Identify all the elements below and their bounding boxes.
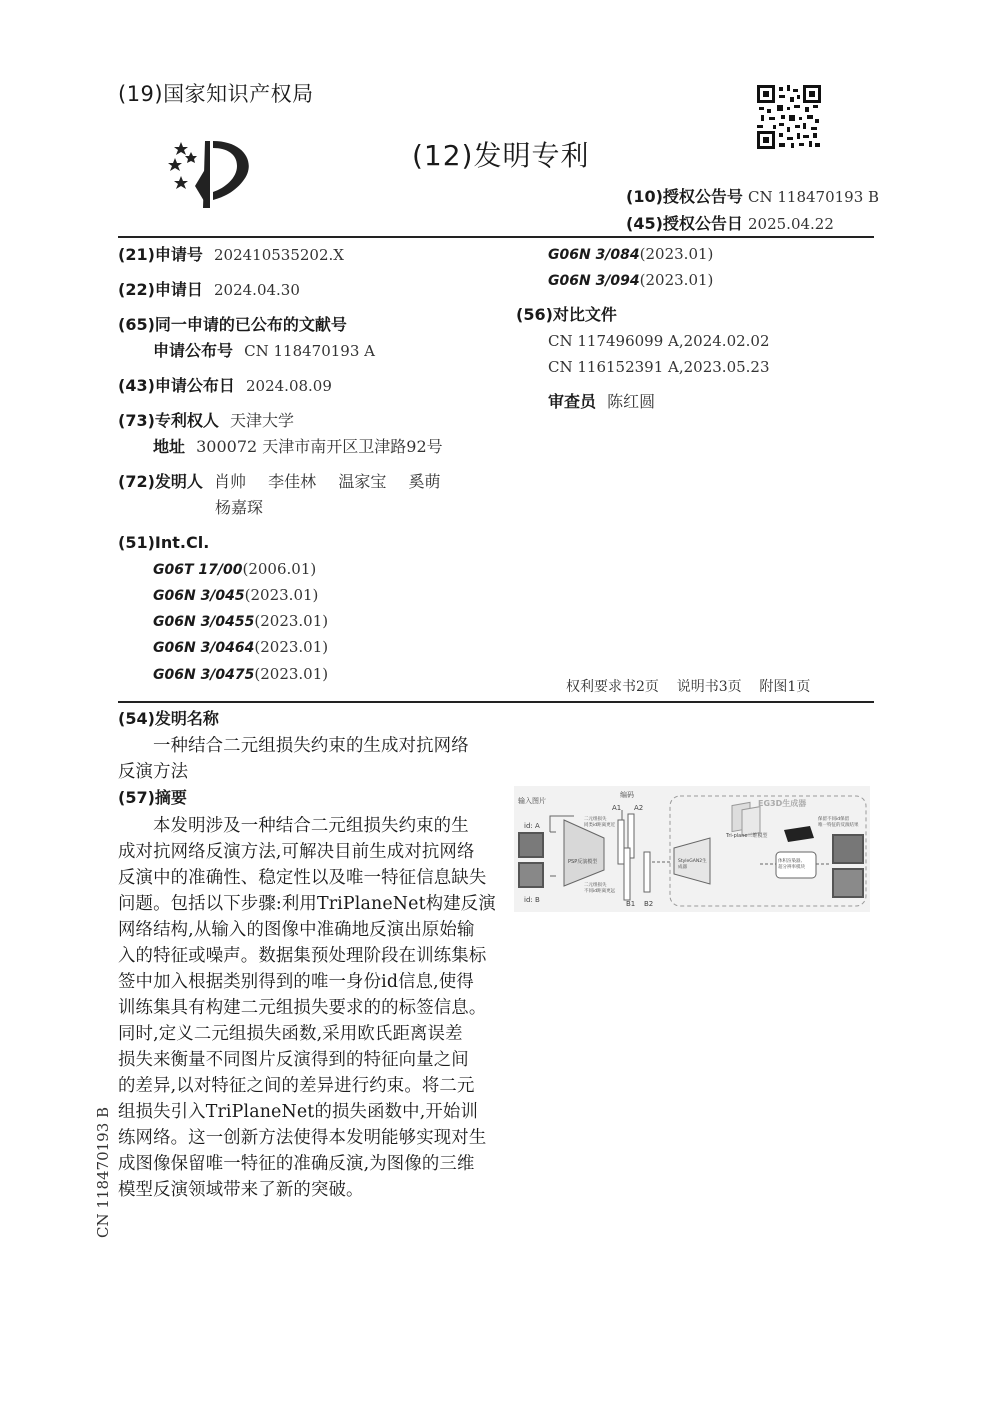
publication-number-value: CN 118470193 A bbox=[244, 342, 375, 360]
intcl-code: G06N 3/084 bbox=[548, 247, 640, 263]
intcl-version: (2023.01) bbox=[254, 638, 329, 656]
examiner-value: 陈红圆 bbox=[607, 392, 656, 411]
address-value: 300072 天津市南开区卫津路92号 bbox=[196, 437, 443, 456]
intcl-code: G06N 3/0464 bbox=[153, 640, 255, 656]
cited-references-heading bbox=[516, 305, 617, 325]
document-type: (12)发明专利 bbox=[412, 139, 590, 172]
grant-date-label: (45)授权公告日 bbox=[626, 214, 743, 233]
application-number bbox=[118, 245, 344, 265]
abstract-heading bbox=[118, 788, 187, 808]
invention-title-line: 反演方法 bbox=[118, 762, 189, 782]
middle-divider bbox=[118, 701, 874, 703]
figure-id-b: id: B bbox=[524, 896, 540, 904]
intcl-version: (2023.01) bbox=[254, 665, 329, 683]
application-number-label: (21)申请号 bbox=[118, 245, 203, 264]
figure-note-top: 二元组损失 同类id距离更近 bbox=[584, 817, 616, 828]
inventors-continued bbox=[215, 498, 263, 518]
office-name: (19)国家知识产权局 bbox=[118, 82, 314, 106]
abstract-label: (57)摘要 bbox=[118, 788, 187, 807]
intcl-code: G06N 3/045 bbox=[153, 588, 245, 604]
inventors bbox=[118, 472, 441, 492]
abstract-line: 组损失引入TriPlaneNet的损失函数中,开始训 bbox=[118, 1102, 478, 1122]
inventors-value: 肖帅 李佳林 温家宝 奚萌 bbox=[214, 472, 441, 491]
figure-generator-title: EG3D生成器 bbox=[758, 799, 807, 808]
intcl-entry bbox=[153, 559, 316, 580]
grant-number bbox=[626, 187, 879, 207]
figure-a1: A1 bbox=[612, 804, 622, 812]
patentee-label: (73)专利权人 bbox=[118, 411, 219, 430]
invention-title-line: 一种结合二元组损失约束的生成对抗网络 bbox=[153, 736, 469, 756]
intcl-version: (2006.01) bbox=[242, 560, 317, 578]
published-docs-label bbox=[118, 315, 347, 335]
publication-date-value: 2024.08.09 bbox=[246, 377, 332, 395]
intcl-code: G06T 17/00 bbox=[153, 562, 243, 578]
application-date-value: 2024.04.30 bbox=[214, 281, 300, 299]
intcl-version: (2023.01) bbox=[254, 612, 329, 630]
publication-number-label: 申请公布号 bbox=[153, 341, 234, 360]
intcl-code: G06N 3/0475 bbox=[153, 667, 255, 683]
figure-triplane-label: Tri-plane三维模型 bbox=[726, 833, 768, 839]
intcl-code: G06N 3/094 bbox=[548, 273, 640, 289]
intcl-entry bbox=[548, 244, 713, 265]
abstract-line: 入的特征或噪声。数据集预处理阶段在训练集标 bbox=[118, 946, 487, 966]
intcl-version: (2023.01) bbox=[244, 586, 319, 604]
top-divider bbox=[118, 236, 874, 238]
cited-reference bbox=[548, 357, 770, 377]
intcl-entry bbox=[548, 270, 713, 291]
figure-input-label: 输入图片 bbox=[518, 797, 546, 805]
abstract-line: 成对抗网络反演方法,可解决目前生成对抗网络 bbox=[118, 842, 475, 862]
abstract-figure bbox=[514, 786, 870, 912]
abstract-line: 问题。包括以下步骤:利用TriPlaneNet构建反演 bbox=[118, 894, 496, 914]
application-date-label: (22)申请日 bbox=[118, 280, 203, 299]
cited-reference-value: CN 117496099 A,2024.02.02 bbox=[548, 332, 770, 350]
application-number-value: 202410535202.X bbox=[214, 246, 344, 264]
qr-code-icon bbox=[757, 85, 821, 149]
publication-number bbox=[153, 341, 375, 361]
abstract-line: 练网络。这一创新方法使得本发明能够实现对生 bbox=[118, 1128, 487, 1148]
abstract-line: 本发明涉及一种结合二元组损失约束的生 bbox=[153, 816, 469, 836]
figure-output-label: 保留不同id保留 唯一特征的反演结果 bbox=[818, 817, 859, 828]
inventors-label: (72)发明人 bbox=[118, 472, 203, 491]
figure-stylegan-label: StyleGAN2生成器 bbox=[678, 859, 707, 870]
figure-note-bottom: 二元组损失 不同id距离更远 bbox=[584, 883, 616, 894]
grant-number-value: CN 118470193 B bbox=[748, 188, 880, 206]
abstract-line: 训练集具有构建二元组损失要求的的标签信息。 bbox=[118, 998, 487, 1018]
side-publication-number: CN 118470193 B bbox=[94, 1106, 112, 1238]
intcl-label: (51)Int.Cl. bbox=[118, 533, 210, 552]
figure-encoder-label: 编码 bbox=[620, 791, 634, 799]
intcl-entry bbox=[153, 611, 328, 632]
grant-number-label: (10)授权公告号 bbox=[626, 187, 743, 206]
cited-references-label: (56)对比文件 bbox=[516, 305, 617, 324]
cnipa-emblem-icon bbox=[165, 136, 260, 211]
abstract-line: 同时,定义二元组损失函数,采用欧氏距离误差 bbox=[118, 1024, 463, 1044]
figure-a2: A2 bbox=[634, 804, 644, 812]
intcl-entry bbox=[153, 664, 328, 685]
application-date bbox=[118, 280, 300, 300]
invention-title-heading bbox=[118, 709, 219, 729]
address bbox=[153, 437, 443, 457]
abstract-line: 成图像保留唯一特征的准确反演,为图像的三维 bbox=[118, 1154, 475, 1174]
cited-reference-value: CN 116152391 A,2023.05.23 bbox=[548, 358, 770, 376]
intcl-entry bbox=[153, 585, 318, 606]
figure-psp-label: PSP反演模型 bbox=[568, 859, 598, 865]
abstract-line: 签中加入根据类别得到的唯一身份id信息,使得 bbox=[118, 972, 474, 992]
figure-b1: B1 bbox=[626, 900, 636, 908]
examiner-label: 审查员 bbox=[548, 392, 597, 411]
abstract-line: 模型反演领域带来了新的突破。 bbox=[118, 1180, 364, 1200]
grant-date-value: 2025.04.22 bbox=[748, 215, 834, 233]
inventors-value-2: 杨嘉琛 bbox=[215, 498, 264, 517]
intcl-code: G06N 3/0455 bbox=[153, 614, 255, 630]
grant-date bbox=[626, 214, 834, 234]
patentee bbox=[118, 411, 294, 431]
abstract-line: 损失来衡量不同图片反演得到的特征向量之间 bbox=[118, 1050, 469, 1070]
cited-reference bbox=[548, 331, 770, 351]
examiner bbox=[548, 392, 655, 412]
published-docs-heading: (65)同一申请的已公布的文献号 bbox=[118, 315, 347, 334]
abstract-line: 的差异,以对特征之间的差异进行约束。将二元 bbox=[118, 1076, 475, 1096]
intcl-version: (2023.01) bbox=[639, 271, 714, 289]
figure-id-a: id: A bbox=[524, 822, 540, 830]
abstract-line: 反演中的准确性、稳定性以及唯一特征信息缺失 bbox=[118, 868, 487, 888]
address-label: 地址 bbox=[153, 437, 186, 456]
figure-render-label: 体积渲染器, 超分辨率模块 bbox=[778, 859, 805, 870]
figure-graphics bbox=[514, 786, 870, 912]
publication-date-label: (43)申请公布日 bbox=[118, 376, 235, 395]
publication-date bbox=[118, 376, 332, 396]
patentee-value: 天津大学 bbox=[230, 411, 295, 430]
page-counts: 权利要求书2页 说明书3页 附图1页 bbox=[566, 679, 811, 695]
intcl-version: (2023.01) bbox=[639, 245, 714, 263]
invention-title-label: (54)发明名称 bbox=[118, 709, 219, 728]
intcl-heading bbox=[118, 533, 209, 553]
abstract-line: 网络结构,从输入的图像中准确地反演出原始输 bbox=[118, 920, 475, 940]
figure-b2: B2 bbox=[644, 900, 654, 908]
intcl-entry bbox=[153, 637, 328, 658]
